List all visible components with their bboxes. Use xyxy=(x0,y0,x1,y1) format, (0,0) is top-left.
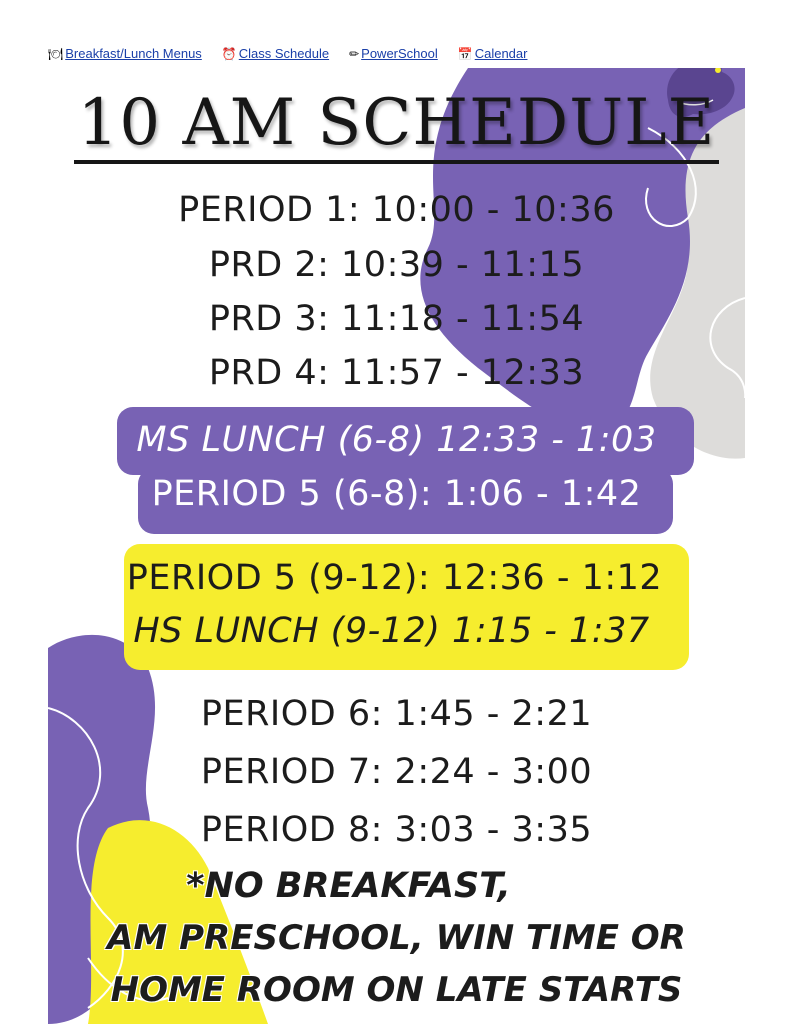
nav-item-powerschool[interactable] xyxy=(349,46,438,61)
period-8-time: PERIOD 8: 3:03 - 3:35 xyxy=(200,810,593,850)
schedule-poster xyxy=(48,68,745,1024)
ms-period5-time: PERIOD 5 (6-8): 1:06 - 1:42 xyxy=(151,474,642,514)
hs-lunch-time: HS LUNCH (9-12) 1:15 - 1:37 xyxy=(133,611,650,651)
poster-title xyxy=(48,86,745,160)
note-line-1: *NO BREAKFAST, xyxy=(186,866,511,906)
hs-period5-time: PERIOD 5 (9-12): 12:36 - 1:12 xyxy=(126,558,663,598)
ms-lunch-time: MS LUNCH (6-8) 12:33 - 1:03 xyxy=(136,420,657,460)
period-6-time: PERIOD 6: 1:45 - 2:21 xyxy=(200,694,593,734)
top-nav xyxy=(48,46,527,61)
period-4-time: PRD 4: 11:57 - 12:33 xyxy=(208,353,585,393)
period-7-time: PERIOD 7: 2:24 - 3:00 xyxy=(200,752,593,792)
pencil-icon: ✏ xyxy=(349,46,360,61)
calendar-link[interactable]: Calendar xyxy=(474,46,528,61)
nav-item-schedule[interactable] xyxy=(222,46,329,61)
fork-knife-icon: 🍽 xyxy=(48,46,64,61)
nav-item-calendar[interactable] xyxy=(458,46,528,61)
class-schedule-link[interactable]: Class Schedule xyxy=(238,46,330,61)
poster-title-text: 10 AM SCHEDULE xyxy=(74,86,720,164)
note-line-2: AM PRESCHOOL, WIN TIME OR xyxy=(107,918,686,958)
note-line-3: HOME ROOM ON LATE STARTS xyxy=(110,970,683,1010)
period-1-time: PERIOD 1: 10:00 - 10:36 xyxy=(178,190,615,230)
period-3-time: PRD 3: 11:18 - 11:54 xyxy=(208,299,585,339)
period-2-time: PRD 2: 10:39 - 11:15 xyxy=(208,245,585,285)
menus-link[interactable]: Breakfast/Lunch Menus xyxy=(65,46,202,61)
calendar-icon: 📅 xyxy=(457,46,473,61)
nav-item-menus[interactable] xyxy=(48,46,202,61)
powerschool-link[interactable]: PowerSchool xyxy=(361,46,438,61)
alarm-clock-icon: ⏰ xyxy=(221,46,237,61)
